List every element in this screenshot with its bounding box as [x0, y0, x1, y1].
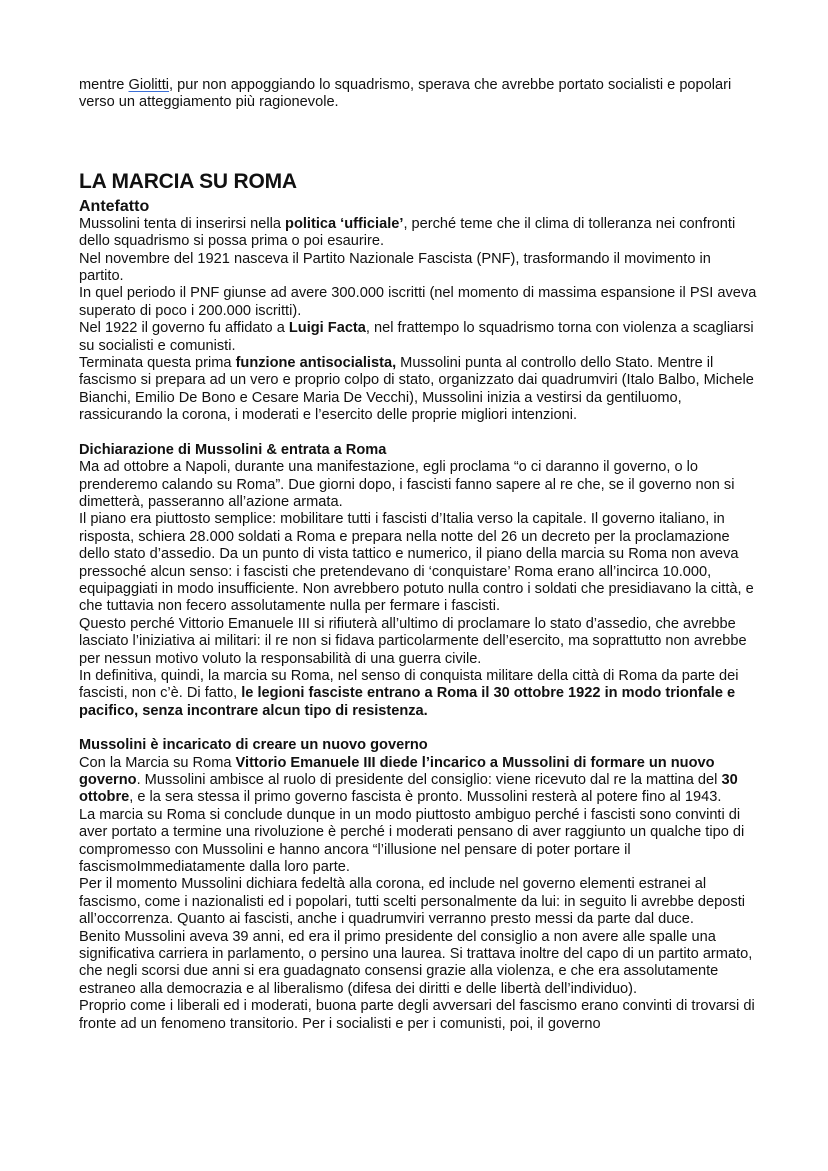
- antefatto-paragraph-2: Nel novembre del 1921 nasceva il Partito Nazionale Fascista (PNF), trasformando il movimento in partito.: [79, 250, 711, 285]
- section-antefatto: [79, 197, 759, 425]
- dichiarazione-heading: Dichiarazione di Mussolini & entrata a Roma: [79, 441, 387, 458]
- page-title: LA MARCIA SU ROMA: [79, 169, 297, 193]
- document-page: [79, 77, 759, 1033]
- intro-paragraph: [79, 77, 759, 112]
- governo-paragraph-5: Proprio come i liberali ed i moderati, buona parte degli avversari del fascismo erano convinti di trovarsi di fronte ad un fenomeno transitorio. Per i socialisti e per i comunisti, poi, il governo: [79, 998, 755, 1032]
- antefatto-paragraph-1: Mussolini tenta di inserirsi nella politica ‘ufficiale’, perché teme che il clima di tolleranza nei confronti dello squadrismo si possa prima o poi esaurire.: [79, 215, 736, 250]
- section-dichiarazione: [79, 442, 759, 721]
- governo-paragraph-4: Benito Mussolini aveva 39 anni, ed era il primo presidente del consiglio a non avere alle spalle una significativa carriera in parlamento, o persino una laurea. Si trattava inoltre del capo di un partito armato, che negli scorsi due anni si era guadagnato consensi grazie alla violenza, e che era assolutamente estraneo alla democrazia e al liberalismo (difesa dei diritti e delle libertà dell’individuo).: [79, 928, 753, 997]
- antefatto-heading: Antefatto: [79, 197, 150, 215]
- dichiarazione-paragraph-4: In definitiva, quindi, la marcia su Roma, nel senso di conquista militare della città di Roma da parte dei fascisti, non c’è. Di fatto, le legioni fasciste entrano a Roma il 30 ottobre 1922 in modo trionfale e pacifico, senza incontrare alcun tipo di resistenza.: [79, 667, 739, 719]
- governo-paragraph-1: Con la Marcia su Roma Vittorio Emanuele III diede l’incarico a Mussolini di formare un nuovo governo. Mussolini ambisce al ruolo di presidente del consiglio: viene ricevuto dal re la mattina del 30 ottobre, e la sera stessa il primo governo fascista è pronto. Mussolini resterà al potere fino al 1943.: [79, 754, 738, 806]
- intro-text-continued: , pur non appoggiando lo squadrismo, sperava che avrebbe portato socialisti e popolari verso un atteggiamento più ragionevole.: [79, 77, 732, 111]
- section-governo: [79, 737, 759, 1033]
- dichiarazione-paragraph-3: Questo perché Vittorio Emanuele III si rifiuterà all’ultimo di proclamare lo stato d’assedio, che avrebbe lasciato l’iniziativa ai militari: il re non si fidava particolarmente dell’esercito, ma soprattutto non avrebbe per nessun motivo voluto la responsabilità di una guerra civile.: [79, 615, 747, 667]
- antefatto-paragraph-4: Nel 1922 il governo fu affidato a Luigi Facta, nel frattempo lo squadrismo torna con violenza a scagliarsi su socialisti e comunisti.: [79, 320, 754, 354]
- dichiarazione-paragraph-2: Il piano era piuttosto semplice: mobilitare tutti i fascisti d’Italia verso la capitale. Il governo italiano, in risposta, schiera 28.000 soldati a Roma e prepara nella notte del 26 un decreto per la proclamazione dello stato d’assedio. Da un punto di vista tattico e numerico, il piano della marcia su Roma non aveva pressoché alcun senso: i fascisti che pretendevano di ‘conquistare’ Roma erano all’incirca 10.000, equipaggiati in modo insufficiente. Non avrebbero potuto nulla contro i soldati che presidiavano la città, e che tuttavia non fecero assolutamente nulla per fermare i fascisti.: [79, 511, 754, 615]
- intro-text: mentre: [79, 77, 129, 93]
- dichiarazione-paragraph-1: Ma ad ottobre a Napoli, durante una manifestazione, egli proclama “o ci daranno il governo, o lo prenderemo calando su Roma”. Due giorni dopo, i fascisti fanno sapere al re che, se il governo non si dimetterà, passeranno all’azione armata.: [79, 459, 735, 510]
- giolitti-link[interactable]: Giolitti: [128, 77, 170, 93]
- antefatto-paragraph-3: In quel periodo il PNF giunse ad avere 300.000 iscritti (nel momento di massima espansione il PSI aveva superato di poco i 200.000 iscritti).: [79, 285, 757, 319]
- governo-paragraph-3: Per il momento Mussolini dichiara fedeltà alla corona, ed include nel governo elementi estranei al fascismo, come i nazionalisti ed i popolari, tutti scelti personalmente da lui: in seguito li avrebbe deposti all’occorrenza. Quanto ai fascisti, anche i quadrumviri verranno presto messi da parte dal duce.: [79, 876, 745, 928]
- antefatto-paragraph-5: Terminata questa prima funzione antisocialista, Mussolini punta al controllo dello Stato. Mentre il fascismo si prepara ad un vero e proprio colpo di stato, organizzato dai quadrumviri (Italo Balbo, Michele Bianchi, Emilio De Bono e Cesare Maria De Vecchi), Mussolini inizia a vestirsi da gentiluomo, rassicurando la corona, i moderati e l’esercito delle proprie migliori intenzioni.: [79, 355, 754, 424]
- governo-heading: Mussolini è incaricato di creare un nuovo governo: [79, 737, 428, 754]
- governo-paragraph-2: La marcia su Roma si conclude dunque in un modo piuttosto ambiguo perché i fascisti sono convinti di aver portato a termine una rivoluzione è perché i moderati pensano di aver raggiunto un qualche tipo di compromesso con Mussolini e hanno ancora “l’illusione nel pensare di poter portare il fascismoImmediatamente dalla loro parte.: [79, 806, 745, 876]
